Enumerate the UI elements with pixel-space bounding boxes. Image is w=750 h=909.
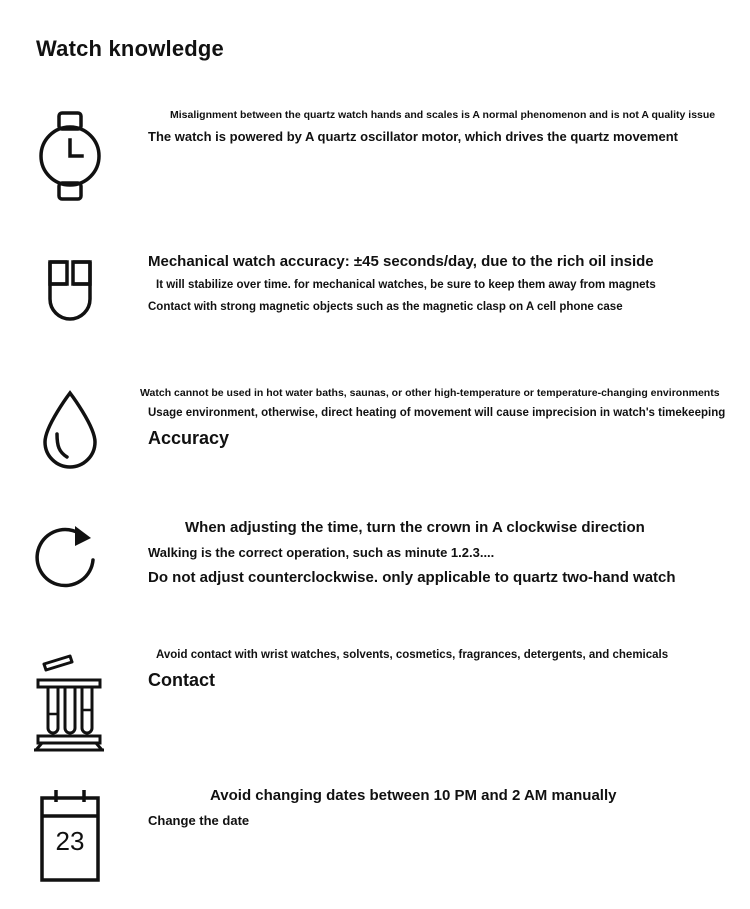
icon-cell bbox=[0, 518, 140, 600]
icon-cell bbox=[0, 108, 140, 202]
icon-cell bbox=[0, 786, 140, 888]
test-tube-rack-icon bbox=[30, 650, 110, 756]
section-line: Avoid contact with wrist watches, solvents, cosmetics, fragrances, detergents, and chemicals bbox=[156, 649, 669, 661]
section-date-change bbox=[0, 786, 750, 888]
section-crown-direction bbox=[0, 518, 750, 600]
section-line: Change the date bbox=[148, 813, 250, 829]
section-line: It will stabilize over time. for mechanical watches, be sure to keep them away from magnets bbox=[156, 279, 656, 292]
section-text bbox=[140, 786, 750, 830]
section-text bbox=[140, 252, 750, 315]
magnet-icon bbox=[35, 254, 105, 332]
section-line: Misalignment between the quartz watch hands and scales is A normal phenomenon and is not A quality issue bbox=[170, 109, 716, 121]
section-line: Do not adjust counterclockwise. only applicable to quartz two-hand watch bbox=[148, 568, 676, 586]
page-title: Watch knowledge bbox=[36, 36, 224, 61]
section-line: Contact with strong magnetic objects such as the magnetic clasp on A cell phone case bbox=[148, 300, 623, 313]
calendar-icon bbox=[34, 788, 106, 888]
section-line: When adjusting the time, turn the crown in A clockwise direction bbox=[185, 519, 645, 536]
icon-cell bbox=[0, 252, 140, 332]
section-text bbox=[140, 518, 750, 588]
section-line: The watch is powered by A quartz oscillator motor, which drives the quartz movement bbox=[148, 129, 678, 145]
section-line: Accuracy bbox=[148, 427, 230, 448]
section-quartz-watch bbox=[0, 108, 750, 202]
section-magnetism bbox=[0, 252, 750, 332]
water-drop-icon bbox=[35, 388, 105, 474]
icon-cell bbox=[0, 386, 140, 474]
section-chemical-contact bbox=[0, 648, 750, 756]
section-text bbox=[140, 648, 750, 692]
icon-cell bbox=[0, 648, 140, 756]
section-line: Mechanical watch accuracy: ±45 seconds/day, due to the rich oil inside bbox=[148, 253, 654, 270]
section-text bbox=[140, 108, 750, 146]
section-line: Contact bbox=[148, 669, 215, 690]
section-text bbox=[140, 386, 750, 450]
section-line: Walking is the correct operation, such as minute 1.2.3.... bbox=[148, 545, 495, 561]
section-line: Avoid changing dates between 10 PM and 2 AM manually bbox=[210, 787, 617, 804]
section-line: Watch cannot be used in hot water baths, saunas, or other high-temperature or temperature-changing environments bbox=[140, 387, 720, 399]
section-line: Usage environment, otherwise, direct heating of movement will cause imprecision in watch's timekeeping bbox=[148, 407, 726, 420]
watch-icon bbox=[35, 110, 105, 202]
clockwise-arrow-icon bbox=[35, 520, 105, 600]
svg-text:23: 23 bbox=[55, 826, 85, 856]
section-water-temperature bbox=[0, 386, 750, 474]
